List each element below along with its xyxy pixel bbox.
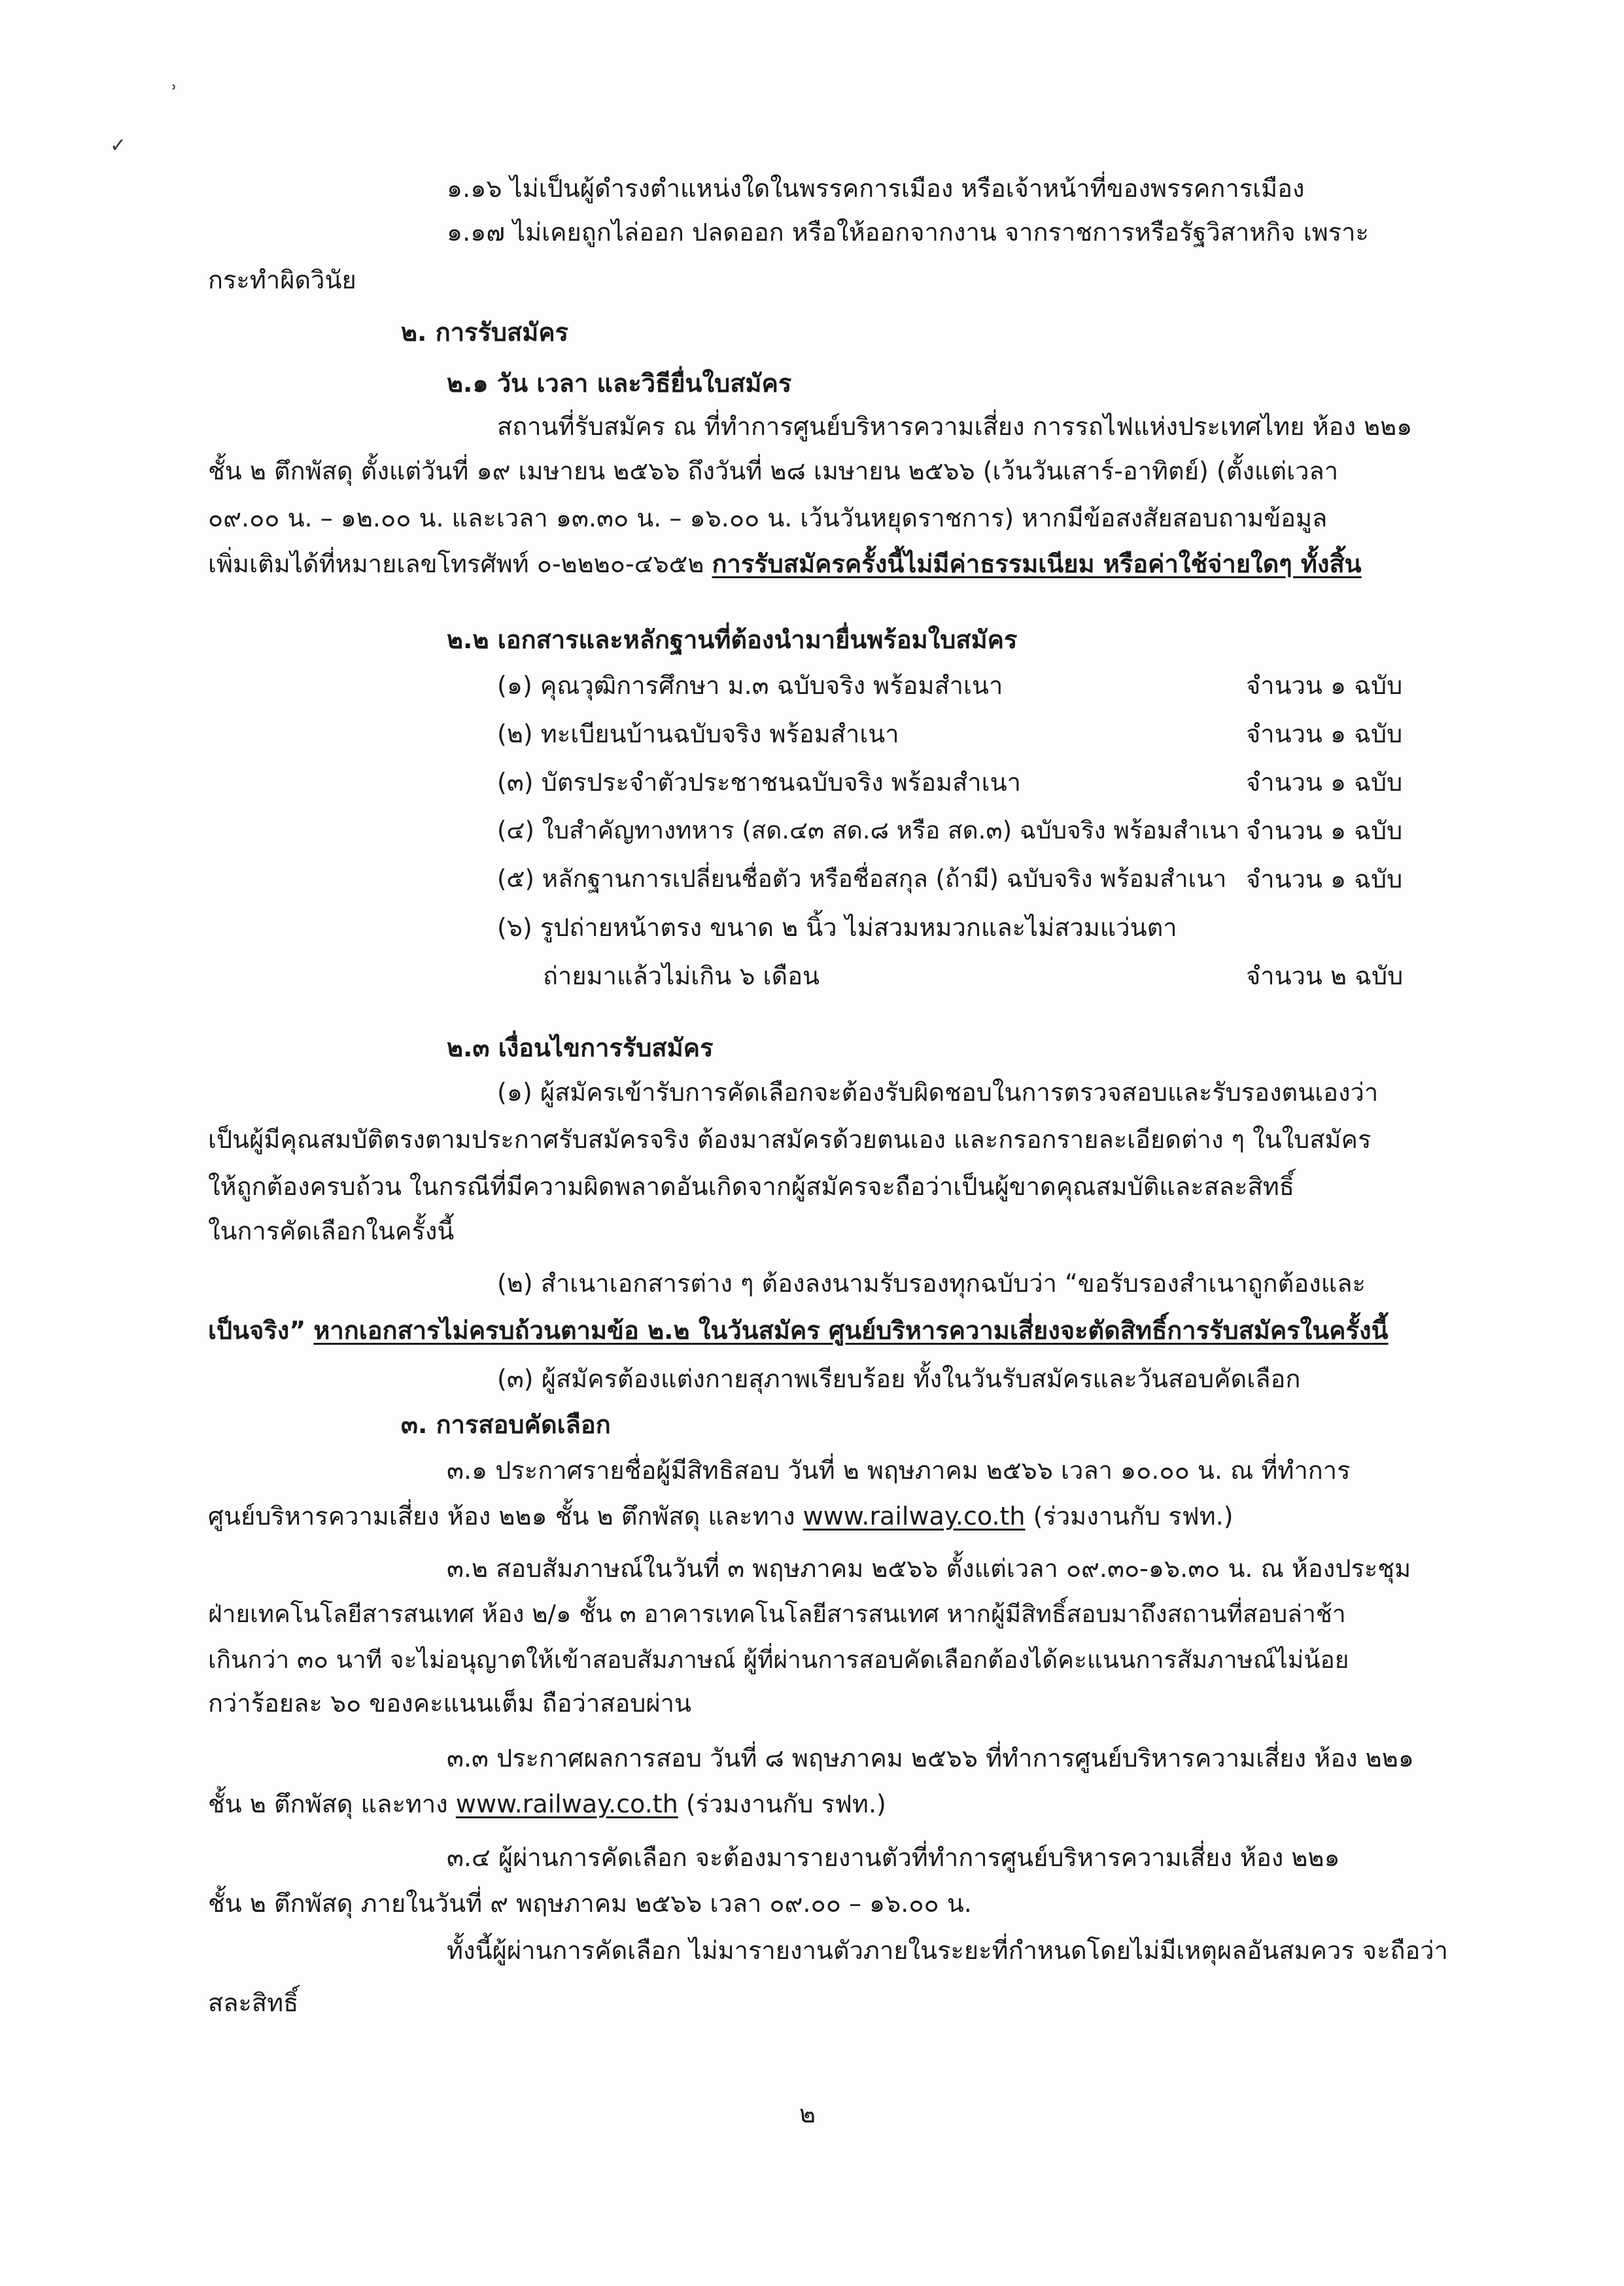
doc-qty: จำนวน ๑ ฉบับ	[1246, 719, 1403, 748]
doc-item: (๑) คุณวุฒิการศึกษา ม.๓ ฉบับจริง พร้อมสำเนา	[497, 671, 1003, 700]
doc-item: (๔) ใบสำคัญทางทหาร (สด.๔๓ สด.๘ หรือ สด.๓) ฉบับจริง พร้อมสำเนา	[497, 816, 1240, 844]
section-3-heading: ๓. การสอบคัดเลือก	[401, 1410, 611, 1439]
section-3-4: ๓.๔ ผู้ผ่านการคัดเลือก จะต้องมารายงานตัวที่ทำการศูนย์บริหารความเสี่ยง ห้อง ๒๒๑	[447, 1843, 1340, 1872]
section-3-4-cont: ชั้น ๒ ตึกพัสดุ ภายในวันที่ ๙ พฤษภาคม ๒๕๖๖ เวลา ๐๙.๐๐ – ๑๖.๐๐ น.	[208, 1889, 972, 1918]
section-2-3-heading: ๒.๓ เงื่อนไขการรับสมัคร	[447, 1033, 714, 1062]
railway-link[interactable]: www.railway.co.th	[455, 1790, 678, 1818]
item-1-17: ๑.๑๗ ไม่เคยถูกไล่ออก ปลดออก หรือให้ออกจากงาน จากราชการหรือรัฐวิสาหกิจ เพราะ	[447, 218, 1369, 247]
condition-2-cont	[208, 1311, 1389, 1350]
condition-2: (๒) สำเนาเอกสารต่าง ๆ ต้องลงนามรับรองทุกฉบับว่า “ขอรับรองสำเนาถูกต้องและ	[497, 1269, 1366, 1298]
section-3-3-text: ชั้น ๒ ตึกพัสดุ และทาง	[208, 1790, 448, 1818]
section-2-1-line: ชั้น ๒ ตึกพัสดุ ตั้งแต่วันที่ ๑๙ เมษายน ๒๕๖๖ ถึงวันที่ ๒๘ เมษายน ๒๕๖๖ (เว้นวันเสาร์-อาทิตย์) (ตั้งแต่เวลา	[208, 457, 1339, 485]
page-number: ๒	[799, 2100, 816, 2128]
doc-qty: จำนวน ๑ ฉบับ	[1246, 768, 1403, 797]
section-2-1-heading: ๒.๑ วัน เวลา และวิธียื่นใบสมัคร	[447, 369, 792, 398]
no-fee-notice: การรับสมัครครั้งนี้ไม่มีค่าธรรมเนียม หรือค่าใช้จ่ายใดๆ ทั้งสิ้น	[712, 549, 1362, 578]
doc-qty: จำนวน ๑ ฉบับ	[1246, 671, 1403, 700]
doc-qty: จำนวน ๒ ฉบับ	[1246, 961, 1404, 990]
railway-link[interactable]: www.railway.co.th	[803, 1502, 1026, 1531]
condition-1-cont: เป็นผู้มีคุณสมบัติตรงตามประกาศรับสมัครจริง ต้องมาสมัครด้วยตนเอง และกรอกรายละเอียดต่าง ๆ ในใบสมัคร	[208, 1125, 1372, 1154]
section-3-3-cont	[208, 1784, 886, 1824]
item-1-16: ๑.๑๖ ไม่เป็นผู้ดำรงตำแหน่งใดในพรรคการเมือง หรือเจ้าหน้าที่ของพรรคการเมือง	[447, 174, 1305, 203]
section-3-2: ๓.๒ สอบสัมภาษณ์ในวันที่ ๓ พฤษภาคม ๒๕๖๖ ตั้งแต่เวลา ๐๙.๓๐-๑๖.๓๐ น. ณ ห้องประชุม	[447, 1554, 1411, 1583]
section-3-1: ๓.๑ ประกาศรายชื่อผู้มีสิทธิสอบ วันที่ ๒ พฤษภาคม ๒๕๖๖ เวลา ๑๐.๐๐ น. ณ ที่ทำการ	[447, 1456, 1351, 1485]
closing-note-cont: สละสิทธิ์	[208, 1988, 299, 2017]
section-3-1-cont	[208, 1497, 1234, 1536]
section-3-1-suffix: (ร่วมงานกับ รฟท.)	[1033, 1502, 1234, 1531]
doc-item: (๓) บัตรประจำตัวประชาชนฉบับจริง พร้อมสำเนา	[497, 768, 1021, 797]
section-2-1-line: สถานที่รับสมัคร ณ ที่ทำการศูนย์บริหารความเสี่ยง การรถไฟแห่งประเทศไทย ห้อง ๒๒๑	[497, 412, 1413, 441]
item-1-17-cont: กระทำผิดวินัย	[208, 266, 356, 294]
section-2-1-line: ๐๙.๐๐ น. – ๑๒.๐๐ น. และเวลา ๑๓.๓๐ น. – ๑๖.๐๐ น. เว้นวันหยุดราชการ) หากมีข้อสงสัยสอบถามข้อมูล	[208, 504, 1328, 532]
section-3-3-suffix: (ร่วมงานกับ รฟท.)	[685, 1790, 886, 1818]
doc-qty: จำนวน ๑ ฉบับ	[1246, 865, 1403, 893]
doc-item: (๒) ทะเบียนบ้านฉบับจริง พร้อมสำเนา	[497, 719, 899, 748]
section-3-2-cont: กว่าร้อยละ ๖๐ ของคะแนนเต็ม ถือว่าสอบผ่าน	[208, 1689, 691, 1718]
condition-1-cont: ให้ถูกต้องครบถ้วน ในกรณีที่มีความผิดพลาดอันเกิดจากผู้สมัครจะถือว่าเป็นผู้ขาดคุณสมบัติและสละสิทธิ์	[208, 1172, 1294, 1201]
certify-text: เป็นจริง”	[208, 1316, 306, 1345]
doc-item: (๕) หลักฐานการเปลี่ยนชื่อตัว หรือชื่อสกุล (ถ้ามี) ฉบับจริง พร้อมสำเนา	[497, 865, 1227, 893]
section-2-heading: ๒. การรับสมัคร	[401, 318, 569, 347]
section-3-2-cont: เกินกว่า ๓๐ นาที จะไม่อนุญาตให้เข้าสอบสัมภาษณ์ ผู้ที่ผ่านการสอบคัดเลือกต้องได้คะแนนการสัมภาษณ์ไม่น้อย	[208, 1646, 1349, 1674]
section-3-1-text: ศูนย์บริหารความเสี่ยง ห้อง ๒๒๑ ชั้น ๒ ตึกพัสดุ และทาง	[208, 1502, 795, 1531]
closing-note: ทั้งนี้ผู้ผ่านการคัดเลือก ไม่มารายงานตัวภายในระยะที่กำหนดโดยไม่มีเหตุผลอันสมควร จะถือว่า	[447, 1936, 1448, 1965]
scan-speck: ʾ	[171, 82, 178, 105]
doc-item: ถ่ายมาแล้วไม่เกิน ๖ เดือน	[543, 961, 820, 990]
phone-text: เพิ่มเติมได้ที่หมายเลขโทรศัพท์ ๐-๒๒๒๐-๔๖๕๒	[208, 549, 704, 578]
scan-speck: ✓	[110, 134, 127, 157]
condition-1: (๑) ผู้สมัครเข้ารับการคัดเลือกจะต้องรับผิดชอบในการตรวจสอบและรับรองตนเองว่า	[497, 1078, 1379, 1107]
doc-qty: จำนวน ๑ ฉบับ	[1246, 816, 1403, 845]
disqualify-notice: หากเอกสารไม่ครบถ้วนตามข้อ ๒.๒ ในวันสมัคร ศูนย์บริหารความเสี่ยงจะตัดสิทธิ์การรับสมัครในครั้งนี้	[313, 1316, 1389, 1345]
section-3-3: ๓.๓ ประกาศผลการสอบ วันที่ ๘ พฤษภาคม ๒๕๖๖ ที่ทำการศูนย์บริหารความเสี่ยง ห้อง ๒๒๑	[447, 1744, 1414, 1773]
condition-1-cont: ในการคัดเลือกในครั้งนี้	[208, 1217, 455, 1245]
doc-item: (๖) รูปถ่ายหน้าตรง ขนาด ๒ นิ้ว ไม่สวมหมวกและไม่สวมแว่นตา	[497, 913, 1177, 942]
section-2-2-heading: ๒.๒ เอกสารและหลักฐานที่ต้องนำมายื่นพร้อมใบสมัคร	[447, 625, 1018, 654]
section-2-1-last-line	[208, 544, 1362, 583]
section-3-2-cont: ฝ่ายเทคโนโลยีสารสนเทศ ห้อง ๒/๑ ชั้น ๓ อาคารเทคโนโลยีสารสนเทศ หากผู้มีสิทธิ์สอบมาถึงสถานที่สอบล่าช้า	[208, 1600, 1346, 1628]
condition-3: (๓) ผู้สมัครต้องแต่งกายสุภาพเรียบร้อย ทั้งในวันรับสมัครและวันสอบคัดเลือก	[497, 1364, 1301, 1393]
